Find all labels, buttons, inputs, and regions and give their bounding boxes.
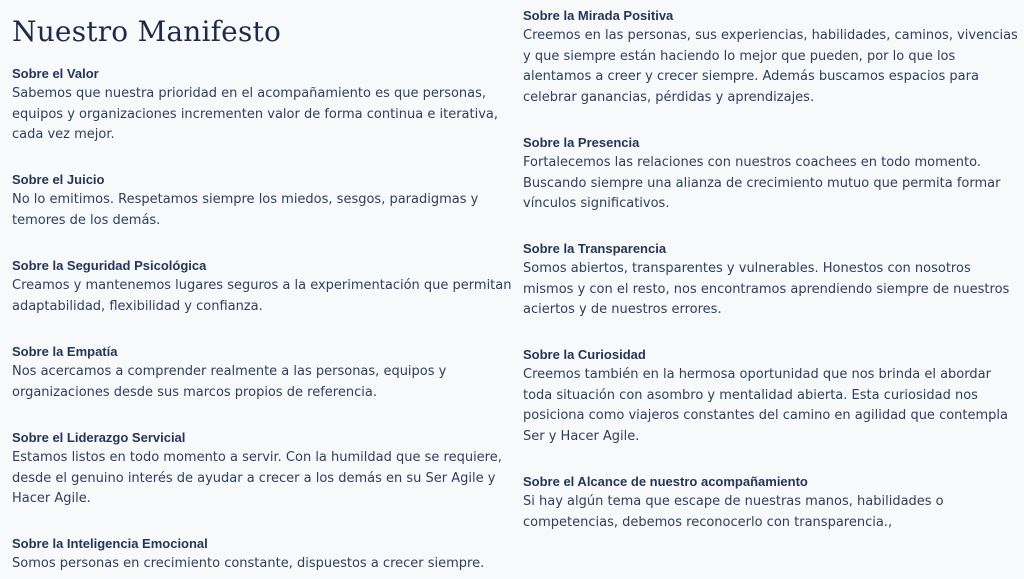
section-heading: Sobre la Seguridad Psicológica [12,258,207,273]
body-line: Buscando siempre una alianza de crecimiento mutuo que permita formar [523,175,1001,191]
section-body [12,554,512,575]
body-line: organizaciones desde sus marcos propios de referencia. [12,384,377,400]
section-heading: Sobre el Juicio [12,172,105,187]
section-seguridad-psicologica [12,256,512,317]
section-body [12,190,512,231]
section-mirada-positiva [523,6,1018,108]
body-line: Creemos en las personas, sus experiencias, habilidades, caminos, vivencias [523,28,1018,43]
section-body [12,276,512,317]
section-transparencia [523,239,1018,321]
body-line: Somos personas en crecimiento constante, dispuestos a crecer siempre. [12,556,485,571]
body-line: toda situación con asombro y mentalidad abierta. Esta curiosidad nos [523,387,978,403]
body-line: Estamos listos en todo momento a servir. Con la humildad que se requiere, [12,450,502,465]
body-line: Hacer Agile. [12,491,91,506]
section-inteligencia-emocional [12,534,512,575]
body-line: vínculos significativos. [523,196,670,211]
body-line: y que siempre están haciendo lo mejor que pueden, por lo que los [523,48,956,64]
section-liderazgo-servicial [12,428,512,510]
section-body [12,84,512,146]
body-line: competencias, debemos reconocerlo con transparencia., [523,514,893,530]
section-body [523,26,1018,108]
section-empatia [12,342,512,403]
body-line: posiciona como viajeros constantes del camino en agilidad que contempla [523,408,1008,423]
body-line: Si hay algún tema que escape de nuestras manos, habilidades o [523,494,944,509]
section-body [523,153,1018,215]
section-heading: Sobre la Curiosidad [523,347,646,362]
section-body [523,492,1018,533]
section-heading: Sobre la Inteligencia Emocional [12,536,208,551]
body-line: aciertos y de nuestros errores. [523,302,722,317]
section-heading: Sobre la Empatía [12,344,118,359]
body-line: celebrar ganancias, pérdidas y aprendizajes. [523,89,815,105]
body-line: Ser y Hacer Agile. [523,428,640,444]
section-heading: Sobre la Mirada Positiva [523,8,674,23]
section-body [523,365,1018,447]
section-heading: Sobre la Presencia [523,135,640,150]
body-line: Fortalecemos las relaciones con nuestros coachees en todo momento. [523,155,981,170]
section-heading: Sobre el Liderazgo Servicial [12,430,186,445]
body-line: alentamos a creer y crecer siempre. Además buscamos espacios para [523,69,979,84]
section-heading: Sobre el Alcance de nuestro acompañamiento [523,474,808,489]
body-line: Creemos también en la hermosa oportunidad que nos brinda el abordar [523,367,991,382]
section-juicio [12,170,512,231]
section-body [12,362,512,403]
section-body [12,448,512,510]
body-line: desde el genuino interés de ayudar a crecer a los demás en su Ser Agile y [12,470,496,486]
section-alcance-acompanamiento [523,472,1018,533]
body-line: Nos acercamos a comprender realmente a las personas, equipos y [12,364,447,379]
body-line: temores de los demás. [12,212,161,228]
section-valor [12,64,512,146]
body-line: Sabemos que nuestra prioridad en el acompañamiento es que personas, [12,86,487,101]
body-line: adaptabilidad, flexibilidad y confianza. [12,298,263,314]
page-title: Nuestro Manifesto [12,15,282,48]
section-curiosidad [523,345,1018,447]
section-body [523,259,1018,321]
body-line: mismos y con el resto, nos encontramos aprendiendo siempre de nuestros [523,281,1010,297]
body-line: equipos y organizaciones incrementen valor de forma continua e iterativa, [12,106,499,122]
body-line: Somos abiertos, transparentes y vulnerables. Honestos con nosotros [523,261,971,276]
section-heading: Sobre el Valor [12,66,99,81]
body-line: cada vez mejor. [12,127,115,142]
section-presencia [523,133,1018,215]
section-heading: Sobre la Transparencia [523,241,667,256]
body-line: No lo emitimos. Respetamos siempre los miedos, sesgos, paradigmas y [12,192,479,207]
body-line: Creamos y mantenemos lugares seguros a la experimentación que permitan [12,278,512,293]
